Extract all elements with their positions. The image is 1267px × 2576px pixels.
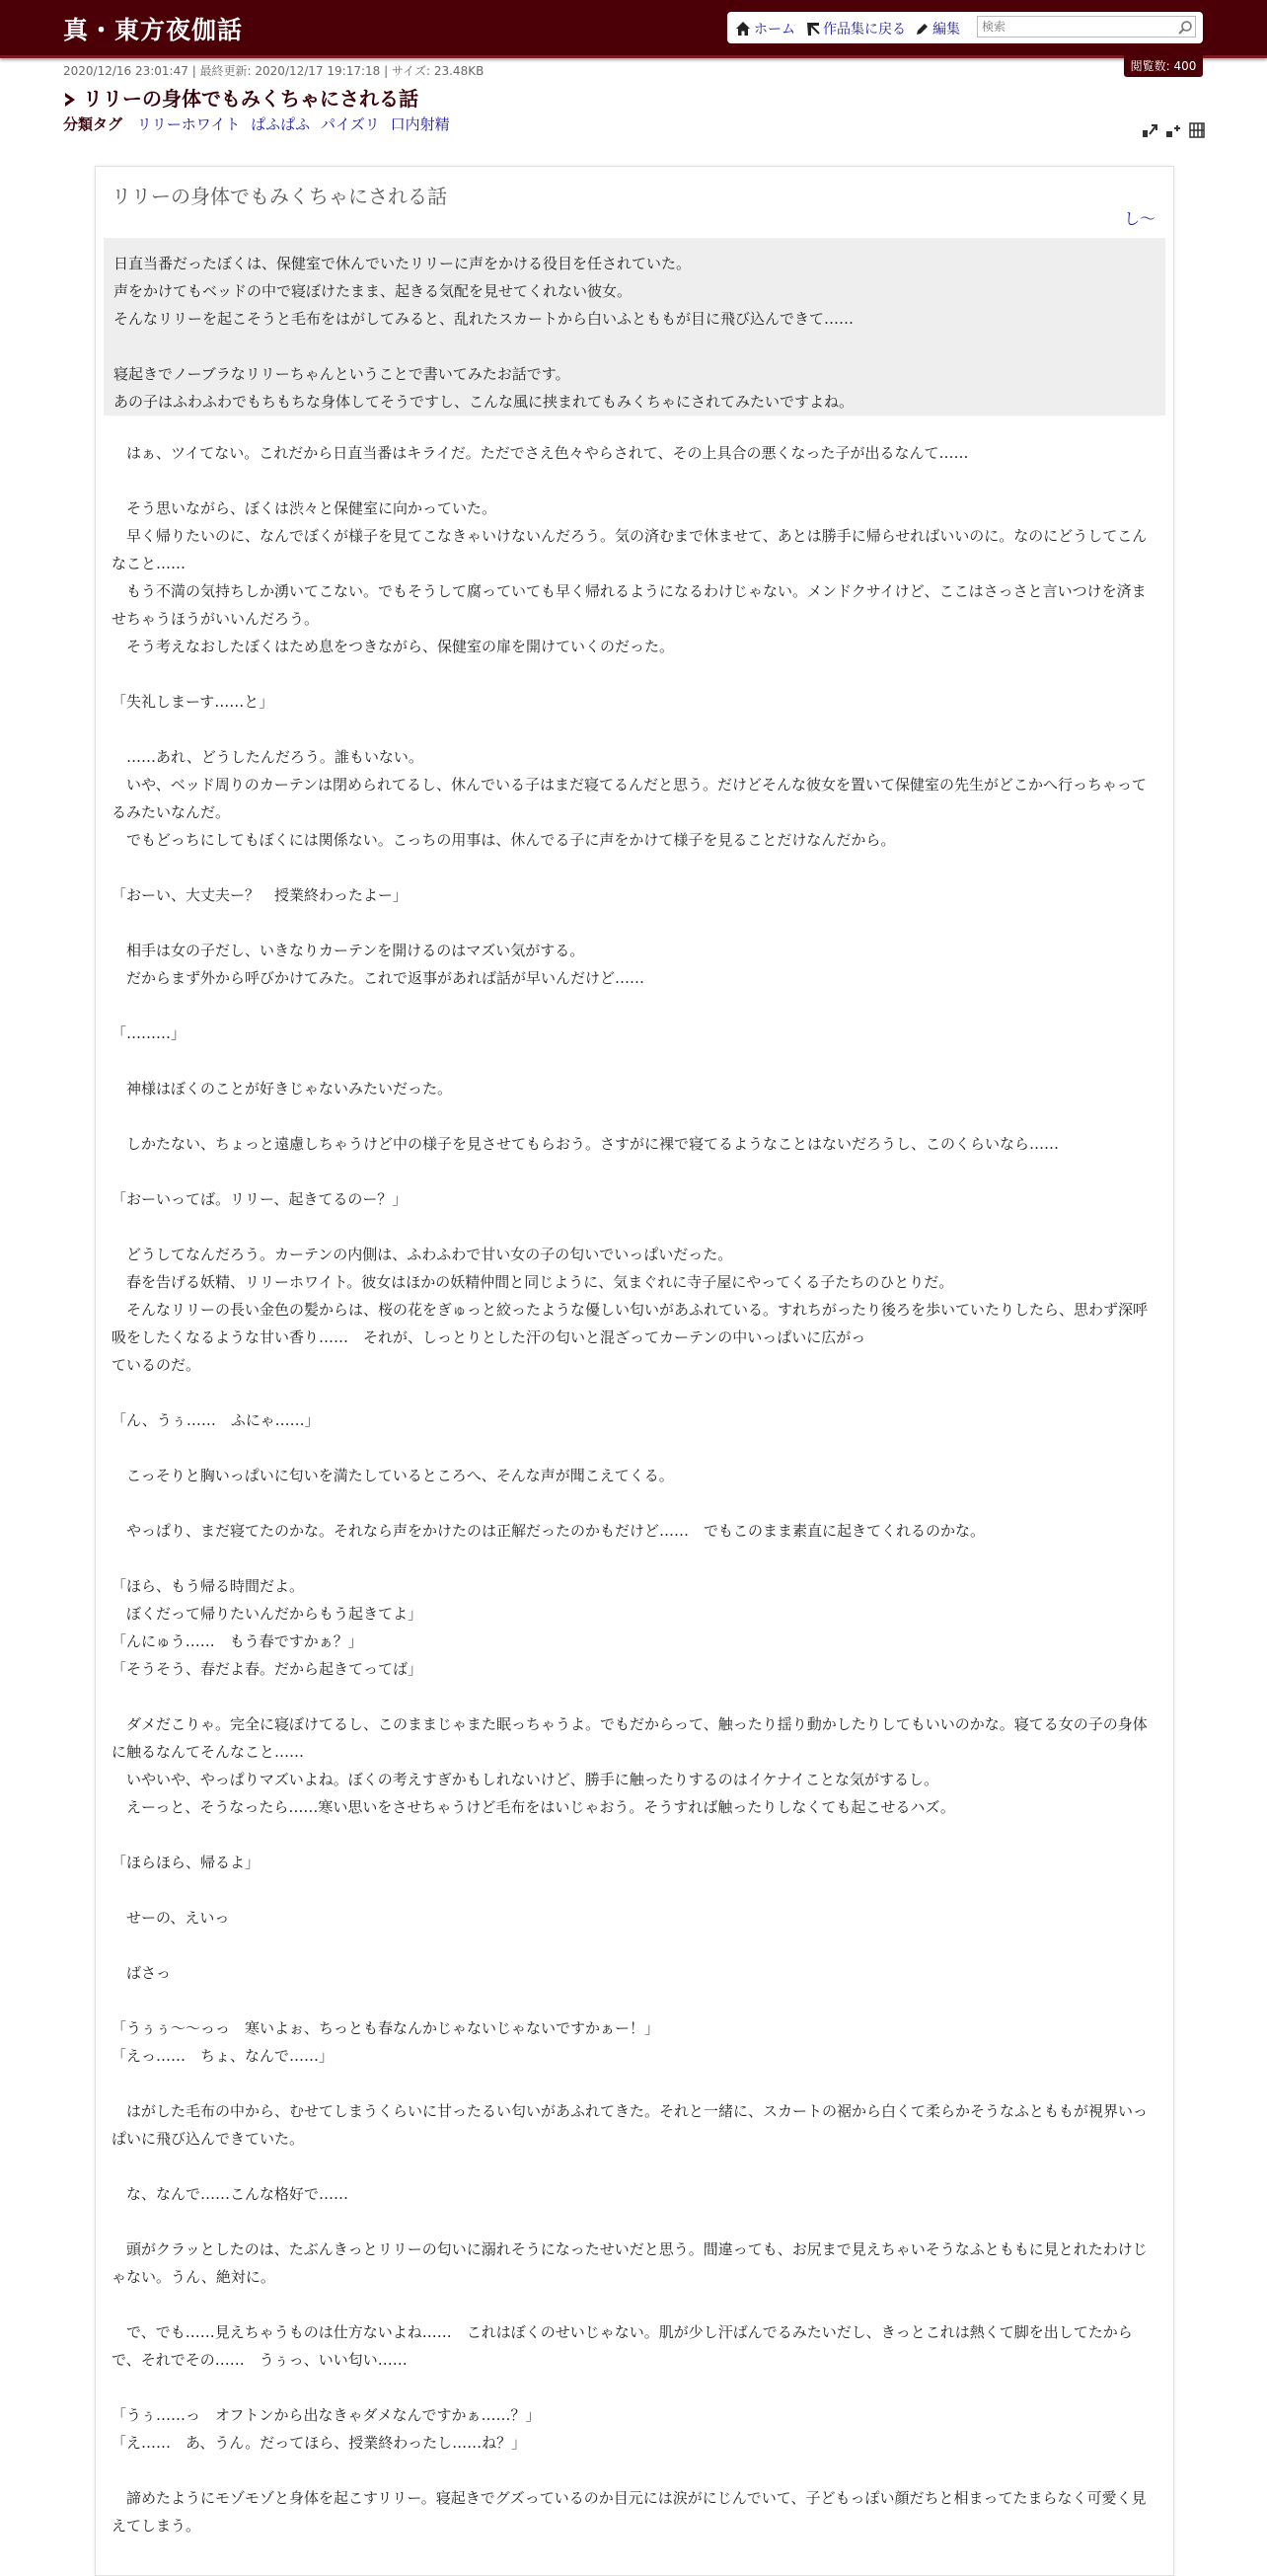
tag-list xyxy=(63,114,456,134)
body-line: はがした毛布の中から、むせてしまうくらいに甘ったるい匂いがあふれてきた。それと一緒に、スカートの裾から白くて柔らかそうなふとももが視界いっぱいに飛び込んできていた。 xyxy=(112,2102,1149,2148)
body-line: 「ほら、もう帰る時間だよ。 xyxy=(112,1577,305,1595)
body-line: 「え…… あ、うん。だってほら、授業終わったし……ね？」 xyxy=(112,2434,527,2452)
body-line: 「おーいってば。リリー、起きてるのー？」 xyxy=(112,1190,408,1208)
view-count-badge: 閲覧数: 400 xyxy=(1124,55,1203,77)
body-line xyxy=(112,716,1155,743)
body-line xyxy=(112,2208,1155,2235)
body-line: 「おーい、大丈夫ー？ 授業終わったよー」 xyxy=(112,886,408,904)
author-link[interactable]: し～ xyxy=(1123,209,1155,228)
body-line: な、なんで……こんな格好で…… xyxy=(112,2185,349,2203)
site-title[interactable]: 真・東方夜伽話 xyxy=(63,16,244,44)
body-line: だからまず外から呼びかけてみた。これで返事があれば話が早いんだけど…… xyxy=(112,969,645,987)
body-line: せーの、えいっ xyxy=(112,1909,230,1927)
back-arrow-icon xyxy=(806,21,820,37)
body-line: 諦めたようにモゾモゾと身体を起こすリリー。寝起きでグズっているのか目元には涙がにじんでいて、子どもっぽい顔だちと相まってたまらなく可愛く見えてしまう。 xyxy=(112,2489,1147,2535)
body-line: 「んにゅう…… もう春ですかぁ？」 xyxy=(112,1632,363,1650)
body-line xyxy=(112,1213,1155,1241)
body-line xyxy=(112,2291,1155,2318)
body-line: 「ん、うぅ…… ふにゃ……」 xyxy=(112,1411,320,1429)
share-icons xyxy=(1139,122,1205,142)
body-line: 「ほらほら、帰るよ」 xyxy=(112,1854,261,1871)
body-line: ているのだ。 xyxy=(112,1356,201,1374)
body-line: そう考えなおしたぼくはため息をつきながら、保健室の扉を開けていくのだった。 xyxy=(112,638,675,655)
body-line xyxy=(112,1545,1155,1572)
body-line: こっそりと胸いっぱいに匂いを満たしているところへ、そんな声が聞こえてくる。 xyxy=(112,1467,674,1484)
share-icon[interactable] xyxy=(1142,122,1157,142)
story-container xyxy=(95,166,1174,2576)
body-line: もう不満の気持ちしか湧いてこない。でもそうして腐っていても早く帰れるようになるわけじゃない。メンドクサイけど、ここはさっさと言いつけを済ませちゃうほうがいいんだろう。 xyxy=(112,582,1147,628)
body-line: 頭がクラッとしたのは、たぶんきっとリリーの匂いに溺れそうになったせいだと思う。間違っても、お尻まで見えちゃいそうなふとももに見とれたわけじゃない。うん、絶対に。 xyxy=(112,2240,1148,2286)
body-line: で、でも……見えちゃうものは仕方ないよね…… これはぼくのせいじゃない。肌が少し汗ばんでるみたいだし、きっとこれは熱くて脚を出してたからで、それでその…… うぅっ、いい匂い…… xyxy=(112,2323,1133,2369)
tag-label: 分類タグ xyxy=(63,115,123,133)
tag-item[interactable]: パイズリ xyxy=(320,115,380,133)
body-line: ダメだこりゃ。完全に寝ぼけてるし、このままじゃまた眠っちゃうよ。でもだからって、触ったり揺り動かしたりしてもいいのかな。寝てる女の子の身体に触るなんてそんなこと…… xyxy=(112,1715,1148,1761)
home-link-label: ホーム xyxy=(754,22,795,38)
body-line xyxy=(112,992,1155,1020)
story-title: リリーの身体でもみくちゃにされる話 xyxy=(112,185,447,208)
body-line xyxy=(112,2070,1155,2097)
body-line xyxy=(112,1102,1155,1130)
body-line xyxy=(112,909,1155,937)
preface-line: 寝起きでノーブラなリリーちゃんということで書いてみたお話です。 xyxy=(113,365,570,383)
pencil-icon xyxy=(915,22,930,37)
body-line: 相手は女の子だし、いきなりカーテンを開けるのはマズい気がする。 xyxy=(112,942,585,959)
preface-line xyxy=(113,333,1155,360)
body-line: そんなリリーの長い金色の髪からは、桜の花をぎゅっと絞ったような優しい匂いがあふれている。すれちがったり後ろを歩いていたりしたら、思わず深呼吸をしたくなるような甘い香り…… それが、しっとりとした汗の匂いと混ざってカーテンの中いっぱいに広がっ xyxy=(112,1301,1149,1346)
body-line: どうしてなんだろう。カーテンの内側は、ふわふわで甘い女の子の匂いでいっぱいだった。 xyxy=(112,1246,733,1263)
home-link[interactable] xyxy=(735,19,795,38)
body-line: いや、ベッド周りのカーテンは閉められてるし、休んでいる子はまだ寝てるんだと思う。だけどそんな彼女を置いて保健室の先生がどこかへ行っちゃってるみたいなんだ。 xyxy=(112,776,1147,821)
body-line xyxy=(112,1047,1155,1075)
body-line: 「………」 xyxy=(112,1024,186,1042)
body-line xyxy=(112,2153,1155,2180)
body-line: 「失礼しまーす……と」 xyxy=(112,693,274,711)
preface-line: 日直当番だったぼくは、保健室で休んでいたリリーに声をかける役目を任されていた。 xyxy=(113,255,692,272)
body-line: ぼくだって帰りたいんだからもう起きてよ」 xyxy=(112,1605,423,1623)
body-line: 神様はぼくのことが好きじゃないみたいだった。 xyxy=(112,1080,453,1098)
body-line: 早く帰りたいのに、なんでぼくが様子を見てこなきゃいけないんだろう。気の済むまで休ませて、あとは勝手に帰らせればいいのに。なのにどうしてこんなこと…… xyxy=(112,527,1148,572)
body-line xyxy=(112,2374,1155,2401)
body-line xyxy=(112,1379,1155,1406)
tag-item[interactable]: リリーホワイト xyxy=(136,115,241,133)
body-line xyxy=(112,660,1155,688)
body-line: 「えっ…… ちょ、なんで……」 xyxy=(112,2047,335,2065)
body-line xyxy=(112,1434,1155,1462)
preface-line: あの子はふわふわでもちもちな身体してそうですし、こんな風に挟まれてもみくちゃにされてみたいですよね。 xyxy=(113,393,855,411)
tag-item[interactable]: 口内射精 xyxy=(390,115,450,133)
grid-icon[interactable] xyxy=(1189,122,1205,142)
body-line: ばさっ xyxy=(112,1964,172,1982)
body-line xyxy=(112,1932,1155,1959)
search-icon[interactable] xyxy=(1177,20,1193,36)
body-line: やっぱり、まだ寝てたのかな。それなら声をかけたのは正解だったのかもだけど…… でもこのまま素直に起きてくれるのかな。 xyxy=(112,1522,986,1540)
body-line: しかたない、ちょっと遠慮しちゃうけど中の様子を見させてもらおう。さすがに裸で寝てるようなことはないだろうし、このくらいなら…… xyxy=(112,1135,1060,1153)
body-line: いやいや、やっぱりマズいよね。ぼくの考えすぎかもしれないけど、勝手に触ったりするのはイケナイことな気がするし。 xyxy=(112,1771,939,1788)
body-line xyxy=(112,1821,1155,1849)
back-to-collection-link[interactable] xyxy=(806,19,906,38)
body-line xyxy=(112,1683,1155,1710)
body-line: 「そうそう、春だよ春。だから起きてってば」 xyxy=(112,1660,423,1678)
body-line: そう思いながら、ぼくは渋々と保健室に向かっていた。 xyxy=(112,499,497,517)
body-line xyxy=(112,1158,1155,1185)
body-line: でもどっちにしてもぼくには関係ない。こっちの用事は、休んでる子に声をかけて様子を見ることだけなんだから。 xyxy=(112,831,896,849)
edit-link[interactable] xyxy=(915,19,960,38)
top-header-bar xyxy=(0,0,1267,58)
body-line: はぁ、ツイてない。これだから日直当番はキライだ。ただでさえ色々やらされて、その上具合の悪くなった子が出るなんて…… xyxy=(112,444,969,462)
search-input[interactable] xyxy=(977,16,1196,38)
body-line xyxy=(112,467,1155,494)
page-title xyxy=(63,83,418,112)
preface-line: 声をかけてもベッドの中で寝ぼけたまま、起きる気配を見せてくれない彼女。 xyxy=(113,282,633,300)
body-line: 春を告げる妖精、リリーホワイト。彼女はほかの妖精仲間と同じように、気まぐれに寺子屋にやってくる子たちのひとりだ。 xyxy=(112,1273,954,1291)
page-title-text: リリーの身体でもみくちゃにされる話 xyxy=(83,87,418,111)
tag-item[interactable]: ぱふぱふ xyxy=(251,115,311,133)
bookmark-icon[interactable] xyxy=(1165,122,1181,142)
preface-box xyxy=(104,238,1165,416)
chevron-right-icon xyxy=(63,92,77,108)
nav-box xyxy=(727,12,1203,43)
body-line xyxy=(112,1489,1155,1517)
body-line: ……あれ、どうしたんだろう。誰もいない。 xyxy=(112,748,423,766)
body-line xyxy=(112,1876,1155,1904)
story-body xyxy=(112,439,1155,2539)
post-meta: 2020/12/16 23:01:47 | 最終更新: 2020/12/17 19:17:18 | サイズ: 23.48KB xyxy=(63,64,484,78)
preface-line: そんなリリーを起こそうと毛布をはがしてみると、乱れたスカートから白いふとももが目に飛び込んできて…… xyxy=(113,310,855,328)
home-icon xyxy=(735,21,751,37)
body-line xyxy=(112,1987,1155,2014)
body-line xyxy=(112,2457,1155,2484)
body-line: 「うぅ……っ オフトンから出なきゃダメなんですかぁ……？」 xyxy=(112,2406,541,2424)
body-line xyxy=(112,854,1155,881)
body-line: 「うぅぅ～～っっ 寒いよぉ、ちっとも春なんかじゃないじゃないですかぁー！」 xyxy=(112,2019,660,2037)
edit-link-label: 編集 xyxy=(932,22,960,38)
body-line: えーっと、そうなったら……寒い思いをさせちゃうけど毛布をはいじゃおう。そうすれば触ったりしなくても起こせるハズ。 xyxy=(112,1798,955,1816)
back-link-label: 作品集に戻る xyxy=(823,22,906,38)
